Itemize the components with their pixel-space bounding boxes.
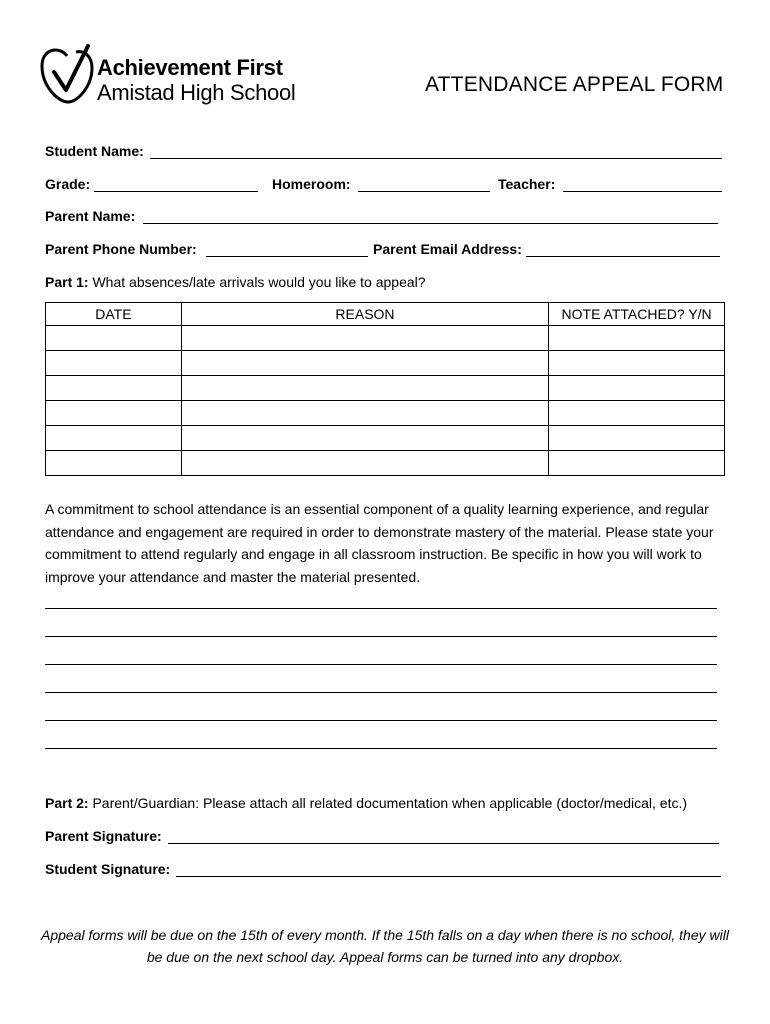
due-date-note: Appeal forms will be due on the 15th of every month. If the 15th falls on a day when there is no school, they will be due on the next school day. Appeal forms can be turned into any dropbox. xyxy=(41,927,729,965)
teacher-label: Teacher: xyxy=(498,176,556,192)
table-row xyxy=(46,326,725,351)
student-name-label: Student Name: xyxy=(45,143,144,159)
grade-label: Grade: xyxy=(45,176,91,192)
table-header-row xyxy=(46,303,725,326)
form-title: ATTENDANCE APPEAL FORM xyxy=(425,73,724,96)
school-logo xyxy=(38,42,328,108)
note-attached-cell[interactable] xyxy=(549,451,725,476)
commitment-write-line[interactable] xyxy=(45,636,717,637)
commitment-paragraph: A commitment to school attendance is an essential component of a quality learning experience, and regular attendance and engagement are required in order to demonstrate mastery of the material. Please state your commitment to attend regularly and engage in all classroom instruction. Be specific in how you will work to improve your attendance and master the material presented. xyxy=(45,501,714,586)
logo-school: Amistad High School xyxy=(97,80,296,105)
commitment-write-line[interactable] xyxy=(45,692,717,693)
reason-cell[interactable] xyxy=(181,326,548,351)
date-cell[interactable] xyxy=(46,326,182,351)
logo-name: Achievement First xyxy=(97,55,283,80)
commitment-write-line[interactable] xyxy=(45,608,717,609)
note-attached-cell[interactable] xyxy=(549,401,725,426)
parent-phone-label: Parent Phone Number: xyxy=(45,241,197,257)
table-row xyxy=(46,376,725,401)
checkmark-apple-icon xyxy=(38,42,98,108)
part2-label: Part 2: xyxy=(45,795,89,811)
reason-cell[interactable] xyxy=(181,376,548,401)
date-cell[interactable] xyxy=(46,376,182,401)
grade-field[interactable] xyxy=(94,191,258,192)
parent-email-field[interactable] xyxy=(526,256,720,257)
column-header-note-attached: NOTE ATTACHED? Y/N xyxy=(549,303,725,326)
homeroom-field[interactable] xyxy=(358,191,490,192)
student-name-field[interactable] xyxy=(150,158,722,159)
note-attached-cell[interactable] xyxy=(549,426,725,451)
homeroom-label: Homeroom: xyxy=(272,176,351,192)
date-cell[interactable] xyxy=(46,351,182,376)
date-cell[interactable] xyxy=(46,451,182,476)
parent-signature-label: Parent Signature: xyxy=(45,828,162,844)
part1-label: Part 1: xyxy=(45,274,89,290)
parent-name-label: Parent Name: xyxy=(45,208,136,224)
teacher-field[interactable] xyxy=(563,191,722,192)
reason-cell[interactable] xyxy=(181,426,548,451)
part1-heading xyxy=(45,274,426,290)
commitment-write-line[interactable] xyxy=(45,720,717,721)
reason-cell[interactable] xyxy=(181,401,548,426)
table-row xyxy=(46,401,725,426)
note-attached-cell[interactable] xyxy=(549,351,725,376)
parent-email-label: Parent Email Address: xyxy=(373,241,522,257)
part2-heading xyxy=(45,795,687,811)
student-signature-label: Student Signature: xyxy=(45,861,171,877)
commitment-write-line[interactable] xyxy=(45,664,717,665)
note-attached-cell[interactable] xyxy=(549,326,725,351)
reason-cell[interactable] xyxy=(181,351,548,376)
parent-name-field[interactable] xyxy=(143,223,718,224)
date-cell[interactable] xyxy=(46,426,182,451)
student-signature-field[interactable] xyxy=(176,876,721,877)
commitment-write-line[interactable] xyxy=(45,748,717,749)
table-row xyxy=(46,351,725,376)
date-cell[interactable] xyxy=(46,401,182,426)
part1-question: What absences/late arrivals would you like to appeal? xyxy=(92,274,426,290)
column-header-date: DATE xyxy=(46,303,182,326)
column-header-reason: REASON xyxy=(181,303,548,326)
part2-text: Parent/Guardian: Please attach all related documentation when applicable (doctor/medical, etc.) xyxy=(92,795,688,811)
note-attached-cell[interactable] xyxy=(549,376,725,401)
reason-cell[interactable] xyxy=(181,451,548,476)
parent-signature-field[interactable] xyxy=(168,843,719,844)
table-row xyxy=(46,451,725,476)
parent-phone-field[interactable] xyxy=(206,256,368,257)
appeal-table xyxy=(45,302,725,476)
table-row xyxy=(46,426,725,451)
